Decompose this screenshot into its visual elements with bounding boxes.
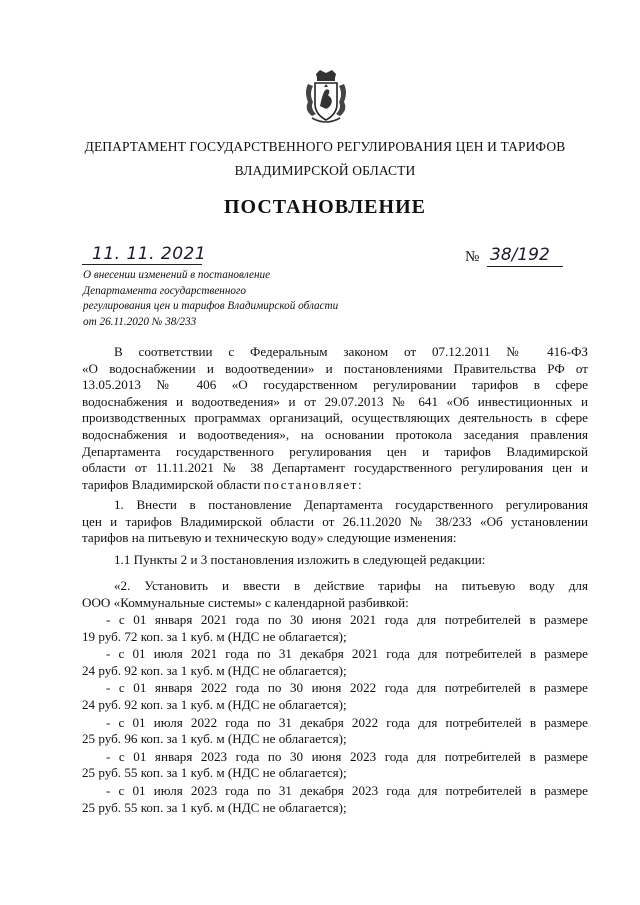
preamble-line: В соответствии с Федеральным законом от 07.12.2011 № 416-ФЗ [114,344,588,359]
subject-line: О внесении изменений в постановление [83,269,271,281]
tariff-price: 25 руб. 96 коп. за 1 куб. м (НДС не облагается); [82,731,347,747]
document-date: 11. 11. 2021 [92,244,207,264]
department-name: ДЕПАРТАМЕНТ ГОСУДАРСТВЕННОГО РЕГУЛИРОВАНИЯ ЦЕН И ТАРИФОВ [84,139,566,154]
preamble-line: области от 11.11.2021 № 38 Департамент государственного регулирования цен и [82,460,588,476]
tariff-price: 25 руб. 55 коп. за 1 куб. м (НДС не облагается); [82,799,347,815]
subject-line: от 26.11.2020 № 38/233 [83,315,197,328]
number-underline [487,266,563,267]
document-title: ПОСТАНОВЛЕНИЕ [224,196,426,218]
tariff-period: - с 01 января 2023 года по 30 июня 2023 года для потребителей в размере [106,748,588,764]
tariff-price: 24 руб. 92 коп. за 1 куб. м (НДС не облагается); [82,696,347,712]
preamble-line: водоснабжения и водоотведения», на основании протокола заседания правления [82,426,588,442]
resolves-word: постановляет: [263,476,364,492]
preamble-line: производственных программах организаций, осуществляющих деятельность в сфере [82,410,588,426]
clause-2-paragraph [82,578,588,611]
clause-2-line: ООО «Коммунальные системы» с календарной разбивкой: [82,594,409,610]
tariff-period: - с 01 июля 2022 года по 31 декабря 2022 года для потребителей в размере [106,714,588,730]
tariff-period: - с 01 января 2022 года по 30 июня 2022 года для потребителей в размере [106,680,588,696]
document-number: 38/192 [490,245,550,265]
tariff-period: - с 01 января 2021 года по 30 июня 2021 года для потребителей в размере [106,612,588,627]
preamble-line: 13.05.2013 № 406 «О государственном регулировании тарифов в сфере [82,377,588,393]
clause-1-1-paragraph [82,552,588,569]
document-subject [83,268,403,330]
clause-1-line: 1. Внести в постановление Департамента государственного регулирования [114,497,588,512]
subject-line: регулирования цен и тарифов Владимирской области [83,300,339,312]
number-label: № [465,249,480,265]
clause-2-line: «2. Установить и ввести в действие тарифы на питьевую воду для [114,578,588,593]
department-region: ВЛАДИМИРСКОЙ ОБЛАСТИ [234,163,416,178]
preamble-paragraph [82,344,588,493]
date-underline [82,264,202,265]
clause-1-1-line: 1.1 Пункты 2 и 3 постановления изложить в следующей редакции: [114,552,486,567]
tariff-period: - с 01 июля 2023 года по 31 декабря 2023 года для потребителей в размере [106,782,588,798]
tariff-price: 24 руб. 92 коп. за 1 куб. м (НДС не облагается); [82,662,347,678]
clause-1-paragraph [82,497,588,547]
tariff-period: - с 01 июля 2021 года по 31 декабря 2021 года для потребителей в размере [106,646,588,662]
clause-1-line: тарифов на питьевую и техническую воду» следующие изменения: [82,530,457,546]
preamble-line: водоснабжения и водоотведения» и от 29.07.2013 № 641 «Об инвестиционных и [82,393,588,409]
coat-of-arms-icon [302,68,350,128]
tariff-list [82,612,588,817]
clause-1-line: цен и тарифов Владимирской области от 26.11.2020 № 38/233 «Об установлении [82,513,588,529]
preamble-line: Департамента государственного регулирования цен и тарифов Владимирской [82,443,588,459]
subject-line: Департамента государственного [83,284,246,297]
tariff-price: 19 руб. 72 коп. за 1 куб. м (НДС не облагается); [82,628,347,644]
preamble-last-line [82,477,588,494]
preamble-last-text: тарифов Владимирской области [82,476,264,492]
tariff-price: 25 руб. 55 коп. за 1 куб. м (НДС не облагается); [82,765,347,781]
preamble-line: «О водоснабжении и водоотведении» и постановлениями Правительства РФ от [82,360,588,376]
